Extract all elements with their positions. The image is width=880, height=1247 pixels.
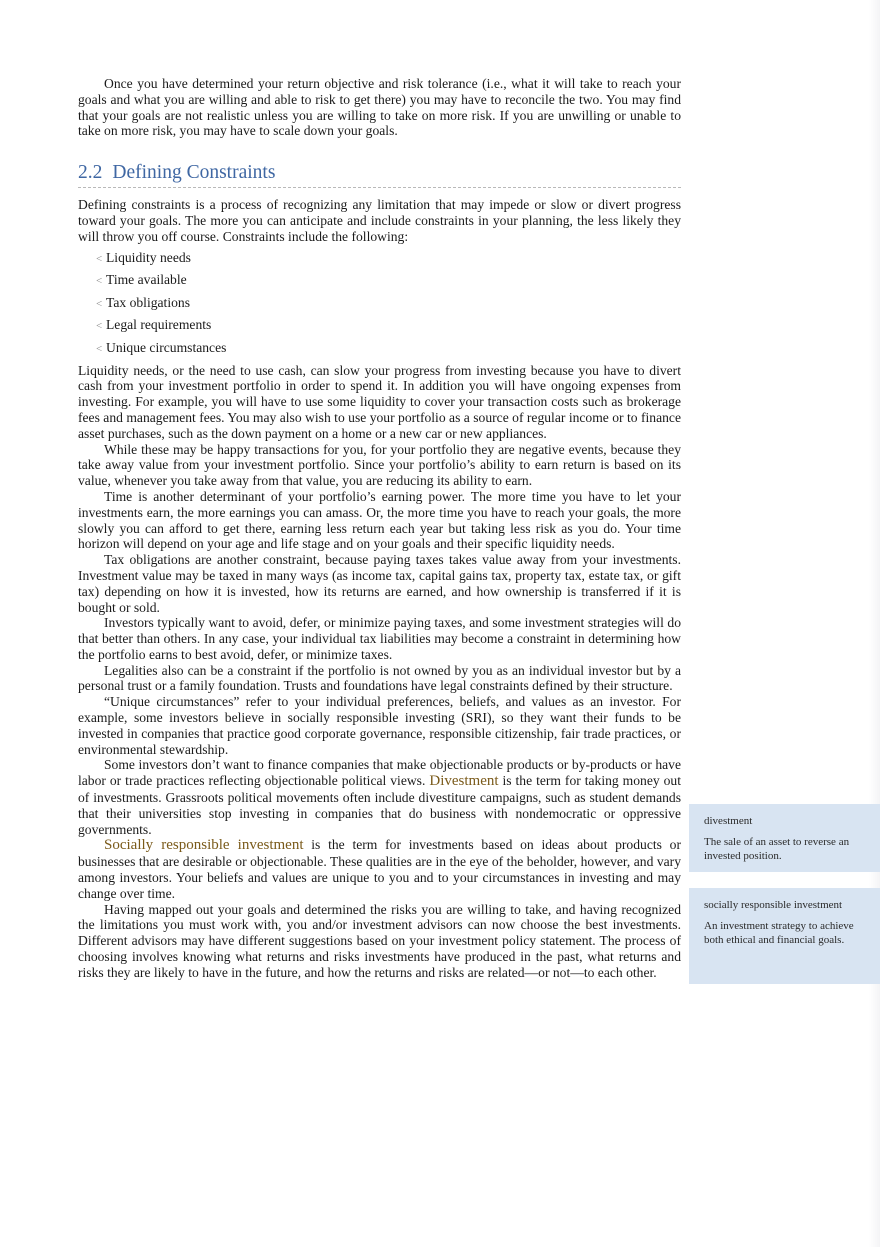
legalities-paragraph: Legalities also can be a constraint if the portfolio is not owned by you as an individual investor but by a personal trust or a family foundation. Trusts and foundations have legal constraints defined by their structure. bbox=[78, 662, 681, 694]
unique-circumstances-paragraph: “Unique circumstances” refer to your individual preferences, beliefs, and values as an investor. For example, some investors believe in socially responsible investing (SRI), so they want their funds to be invested in companies that practice good corporate governance, responsible citizenship, fair trade practices, or environmental stewardship. bbox=[78, 694, 681, 757]
list-item: < Liquidity needs bbox=[96, 250, 681, 268]
sri-paragraph: Socially responsible investment is the term for investments based on ideas about products or businesses that are desirable or objectionable. These qualities are in the eye of the beholder, however, and vary among investors. Your beliefs and values are unique to you and to your circumstances in investing and may change over time. bbox=[78, 837, 681, 901]
section-number: 2.2 bbox=[78, 162, 103, 184]
sri-term: Socially responsible investment bbox=[104, 837, 304, 854]
divestment-term: Divestment bbox=[429, 773, 499, 790]
glossary-term: socially responsible investment bbox=[704, 899, 843, 911]
glossary-definition: The sale of an asset to reverse an invested position. bbox=[704, 836, 850, 862]
closing-paragraph: Having mapped out your goals and determined the risks you are willing to take, and having recognized the limitations you must work with, you and/or investment advisors can now choose the best investments. Different advisors may have different suggestions based on your investment policy statement. The process of choosing involves knowing what returns and risks investments have produced in the past, what returns and risks they are likely to have in the future, and how the returns and risks are related—or not—to each other. bbox=[78, 901, 681, 980]
constraints-intro-paragraph: Defining constraints is a process of recognizing any limitation that may impede or slow or divert progress toward your goals. The more you can anticipate and include constraints in your planning, the less likely they will throw you off course. Constraints include the following: bbox=[78, 197, 681, 244]
glossary-box-socially-responsible-investment bbox=[689, 888, 880, 984]
list-item: < Time available bbox=[96, 272, 681, 290]
bullet-icon: < bbox=[96, 342, 103, 355]
happy-transactions-paragraph: While these may be happy transactions for you, for your portfolio they are negative events, because they take away value from your investment portfolio. Since your portfolio’s ability to earn return is based on its value, whenever you take away from that value, you are reducing its ability to earn. bbox=[78, 441, 681, 489]
list-item: < Unique circumstances bbox=[96, 340, 681, 358]
glossary-definition: An investment strategy to achieve both ethical and financial goals. bbox=[704, 920, 854, 946]
divestment-paragraph: Some investors don’t want to finance companies that make objectionable products or by-products or have labor or trade practices reflecting objectionable political views. Divestment is the term for taking money out of investments. Grassroots political movements often include divestiture campaigns, such as student demands that their universities stop investing in companies that do business with nondemocratic or oppressive governments. bbox=[78, 757, 682, 837]
bullet-icon: < bbox=[96, 297, 103, 310]
bullet-icon: < bbox=[96, 275, 103, 288]
section-title: Defining Constraints bbox=[112, 162, 276, 184]
list-item: < Tax obligations bbox=[96, 295, 681, 313]
list-item: < Legal requirements bbox=[96, 317, 681, 335]
intro-paragraph: Once you have determined your return objective and risk tolerance (i.e., what it will take to reach your goals and what you are willing and able to risk to get there) you may have to reconcile the two. You may find that your goals are not realistic unless you are willing to take on more risk. If you are unwilling or unable to take on more risk, you may have to scale down your goals. bbox=[78, 76, 681, 139]
time-paragraph: Time is another determinant of your portfolio’s earning power. The more time you have to let your investments earn, the more earnings you can amass. Or, the more time you have to reach your goals, the more slowly you can afford to get there, earning less return each year but taking less risk as you do. Your time horizon will depend on your age and life stage and on your goals and their specific liquidity needs. bbox=[78, 488, 681, 552]
tax-strategies-paragraph: Investors typically want to avoid, defer, or minimize paying taxes, and some investment strategies will do that better than others. In any case, your individual tax liabilities may become a constraint in determining how the portfolio earns to best avoid, defer, or minimize taxes. bbox=[78, 615, 681, 662]
bullet-icon: < bbox=[96, 252, 103, 265]
liquidity-paragraph: Liquidity needs, or the need to use cash, can slow your progress from investing because you have to divert cash from your investment portfolio in order to spend it. In addition you will have ongoing expenses from investing. For example, you will have to use some liquidity to cover your transaction costs such as brokerage fees and management fees. You may also wish to use your portfolio as a source of regular income or to finance asset purchases, such as the down payment on a home or a new car or new appliances. bbox=[78, 362, 681, 441]
tax-paragraph: Tax obligations are another constraint, because paying taxes takes value away from your investments. Investment value may be taxed in many ways (as income tax, capital gains tax, property tax, estate tax, or gift tax) depending on how it is invested, how its returns are earned, and how ownership is transferred if it is bought or sold. bbox=[78, 552, 681, 615]
glossary-term: divestment bbox=[704, 815, 753, 827]
bullet-icon: < bbox=[96, 320, 103, 333]
section-heading bbox=[78, 161, 681, 188]
main-text-column bbox=[78, 76, 681, 981]
constraints-list bbox=[96, 250, 681, 358]
glossary-box-divestment bbox=[689, 804, 880, 872]
page-edge-shadow bbox=[869, 0, 880, 1247]
